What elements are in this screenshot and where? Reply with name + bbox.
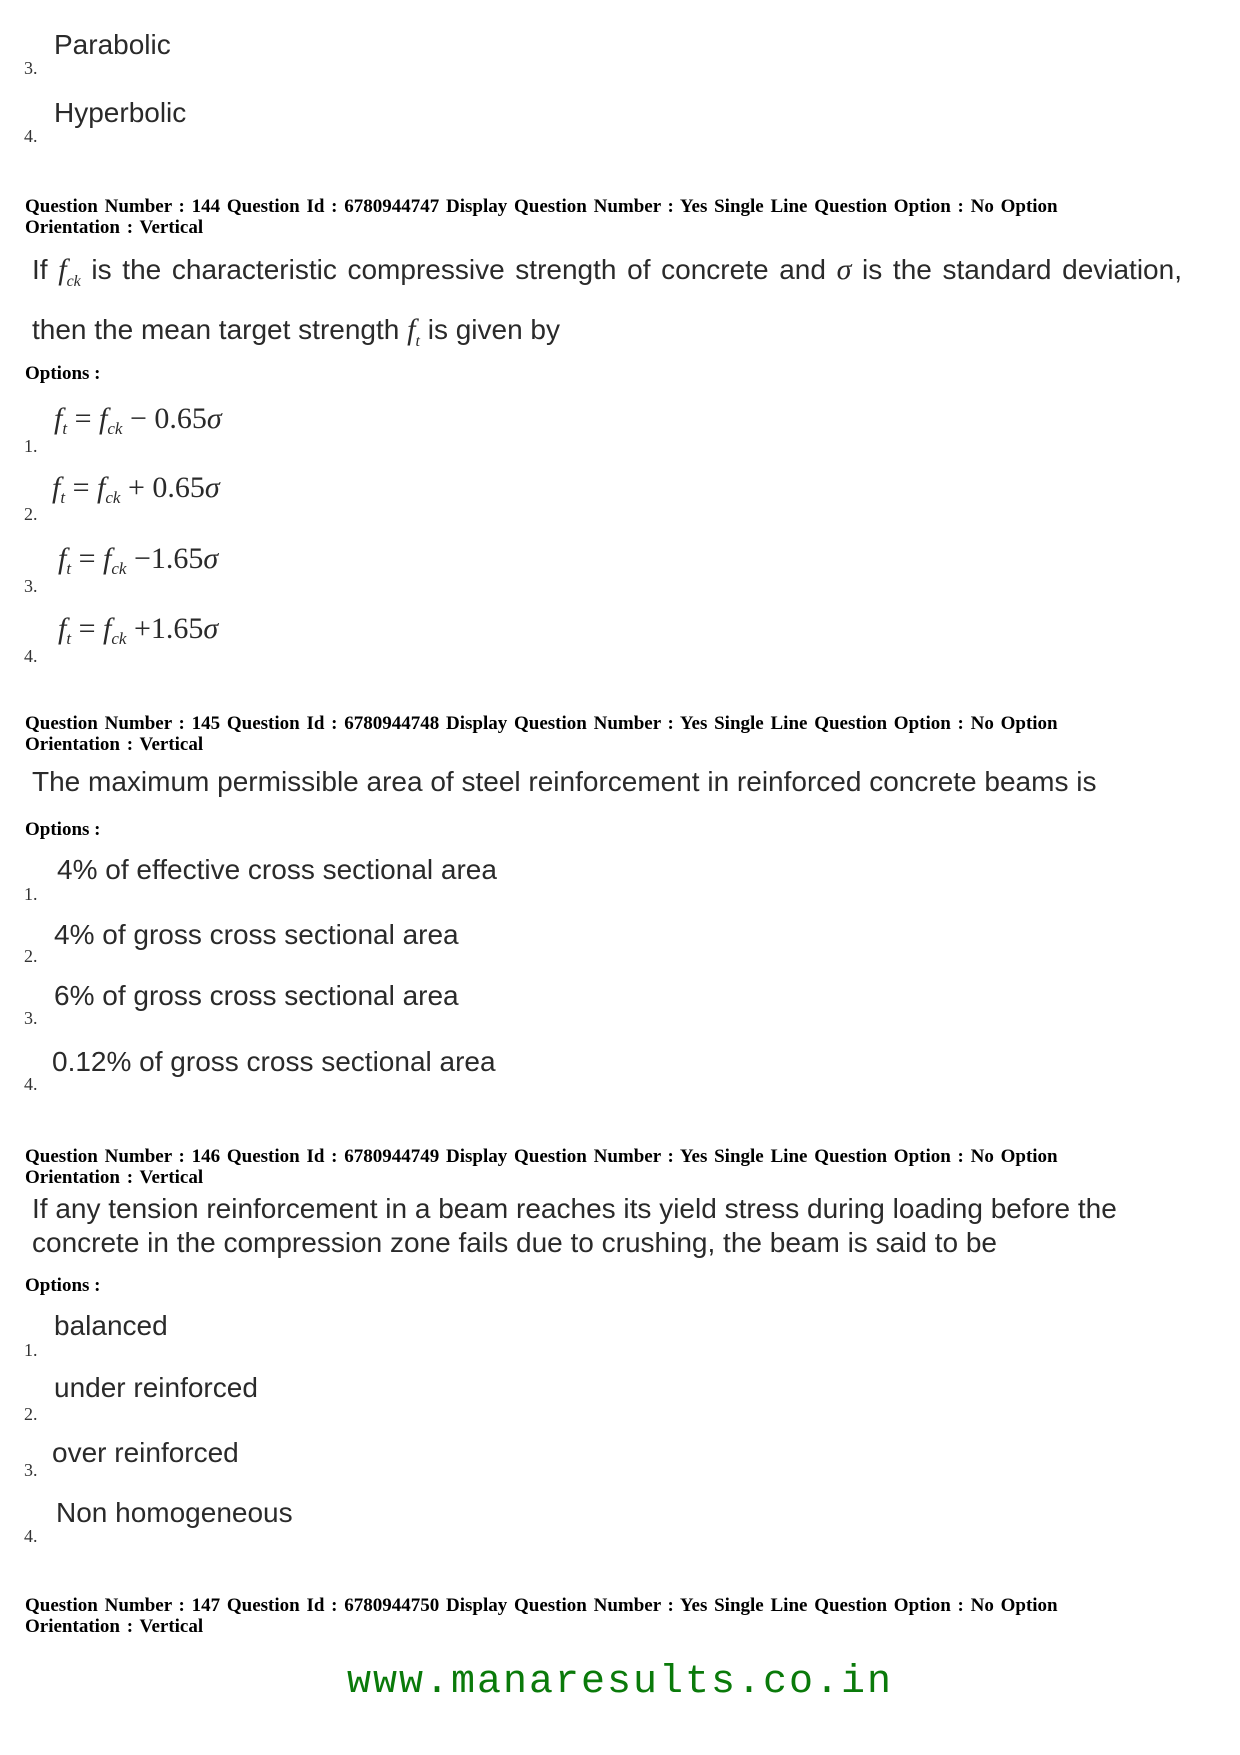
q144-sigma: σ [836, 253, 852, 286]
q147-meta [25, 1595, 1215, 1637]
q143-option-3-number: 3. [24, 58, 38, 78]
q146-meta-line2: Orientation : Vertical [25, 1167, 204, 1188]
q146-meta-line1: Question Number : 146 Question Id : 6780944749 Display Question Number : Yes Single Line Question Option : No Option [25, 1146, 1058, 1167]
q145-meta [25, 713, 1215, 755]
q146-options-label: Options : [25, 1275, 101, 1296]
q144-meta-line2: Orientation : Vertical [25, 217, 204, 238]
q146-option-2-number: 2. [24, 1404, 38, 1424]
footer-watermark-link[interactable]: www.manaresults.co.in [346, 1660, 894, 1705]
q143-option-4-number: 4. [24, 126, 38, 146]
q144-text-part2: is the characteristic compressive strength of concrete and [80, 254, 837, 285]
q144-options-label: Options : [25, 363, 101, 384]
q146-question-line1: If any tension reinforcement in a beam reaches its yield stress during loading before the [32, 1193, 1117, 1224]
q144-question-text [32, 246, 1182, 366]
q143-option-4-text: Hyperbolic [54, 97, 187, 128]
q145-option-1-text: 4% of effective cross sectional area [57, 854, 497, 885]
q144-option-4-number: 4. [24, 646, 38, 666]
q146-option-4-text: Non homogeneous [56, 1497, 293, 1528]
q144-text-part1: If [32, 254, 59, 285]
q145-option-3-number: 3. [24, 1008, 38, 1028]
q144-meta [25, 196, 1215, 238]
q143-option-3-text: Parabolic [54, 29, 171, 60]
q145-option-4-number: 4. [24, 1074, 38, 1094]
q146-question-text [32, 1192, 1182, 1260]
q144-meta-line1: Question Number : 144 Question Id : 6780944747 Display Question Number : Yes Single Line Question Option : No Option [25, 196, 1058, 217]
q144-text-part4: is given by [419, 314, 561, 345]
q144-text-part3: is the standard deviation, then the mean target strength [32, 254, 1182, 345]
q144-option-2-formula: $f_t = f_{ck} + 0.65\sigma$ [52, 471, 220, 507]
q146-option-3-number: 3. [24, 1460, 38, 1480]
q145-meta-line2: Orientation : Vertical [25, 734, 204, 755]
q145-option-2-text: 4% of gross cross sectional area [54, 919, 459, 950]
q145-question-text: The maximum permissible area of steel reinforcement in reinforced concrete beams is [32, 766, 1097, 797]
q146-option-1-number: 1. [24, 1340, 38, 1360]
q145-option-2-number: 2. [24, 946, 38, 966]
q145-meta-line1: Question Number : 145 Question Id : 6780944748 Display Question Number : Yes Single Line Question Option : No Option [25, 713, 1058, 734]
q145-option-3-text: 6% of gross cross sectional area [54, 980, 459, 1011]
q144-fck: $f_{ck}$ [58, 253, 81, 290]
q144-option-1-formula: $f_t = f_{ck} - 0.65\sigma$ [54, 402, 222, 438]
q146-meta [25, 1146, 1215, 1188]
q144-option-3-formula: $f_t = f_{ck} -1.65\sigma$ [58, 542, 219, 578]
q144-option-3-number: 3. [24, 576, 38, 596]
q144-option-1-number: 1. [24, 436, 38, 456]
q147-meta-line2: Orientation : Vertical [25, 1616, 204, 1637]
q147-meta-line1: Question Number : 147 Question Id : 6780944750 Display Question Number : Yes Single Line Question Option : No Option [25, 1595, 1058, 1616]
q146-option-2-text: under reinforced [54, 1372, 258, 1403]
q145-options-label: Options : [25, 819, 101, 840]
q145-option-1-number: 1. [24, 884, 38, 904]
q146-option-3-text: over reinforced [52, 1437, 239, 1468]
q144-ft: $f_t$ [407, 313, 420, 350]
q144-option-2-number: 2. [24, 504, 38, 524]
q145-option-4-text: 0.12% of gross cross sectional area [52, 1046, 496, 1077]
q146-question-line2: concrete in the compression zone fails due to crushing, the beam is said to be [32, 1227, 997, 1258]
q144-option-4-formula: $f_t = f_{ck} +1.65\sigma$ [58, 612, 219, 648]
q146-option-1-text: balanced [54, 1310, 168, 1341]
q146-option-4-number: 4. [24, 1526, 38, 1546]
